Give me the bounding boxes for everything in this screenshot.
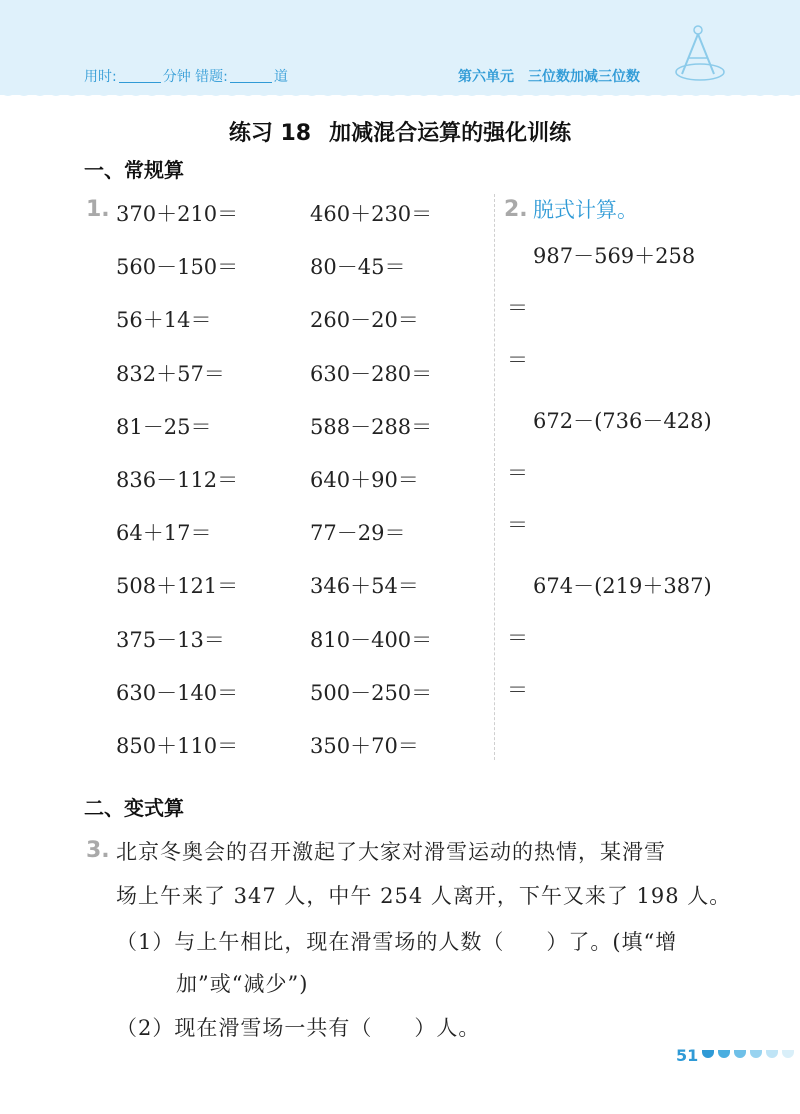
q1-right-expression: 460＋230＝ — [310, 202, 433, 226]
decoration-dot — [702, 1050, 714, 1058]
q1-left-expression: 508＋121＝ — [116, 574, 239, 599]
q1-left-expression: 56＋14＝ — [116, 308, 212, 333]
decoration-dot — [766, 1050, 778, 1058]
q3-text-line1: 北京冬奥会的召开激起了大家对滑雪运动的热情，某滑雪 — [116, 840, 666, 864]
q1-right-expression: 630－280＝ — [310, 361, 433, 386]
q1-left-expression: 560－150＝ — [116, 255, 239, 280]
q2-expression: 987－569＋258 — [533, 244, 696, 268]
question-number-2: 2. — [504, 197, 528, 222]
section-title-variant: 二、变式算 — [84, 796, 184, 820]
q2-expression: 672－(736－428) — [533, 409, 712, 433]
time-unit: 分钟 — [162, 69, 191, 85]
q3-sub1 — [116, 926, 677, 956]
q1-right-expression: 260－20＝ — [310, 308, 419, 333]
exercise-number: 练习 18 — [228, 121, 312, 146]
header-time-errors — [84, 66, 288, 86]
q2-equals-sign: ＝ — [507, 678, 528, 702]
errors-blank[interactable] — [230, 68, 272, 83]
q1-right-expression: 500－250＝ — [310, 680, 433, 705]
q1-left-expression: 375－13＝ — [116, 627, 225, 652]
q1-left-expression: 81－25＝ — [116, 414, 212, 439]
errors-unit: 道 — [273, 69, 288, 85]
q1-right-expression: 346＋54＝ — [310, 574, 419, 599]
time-blank[interactable] — [119, 68, 161, 83]
column-divider — [494, 194, 495, 760]
decoration-dot — [782, 1050, 794, 1058]
q1-right-expression: 350＋70＝ — [310, 734, 419, 758]
question-number-3: 3. — [86, 838, 110, 863]
q2-equals-sign: ＝ — [507, 513, 528, 537]
q3-text-line2: 场上午来了 347 人，中午 254 人离开，下午又来了 198 人。 — [116, 884, 732, 908]
q3-sub1-continued: 加”或“减少”) — [176, 972, 309, 996]
q1-left-expression: 832＋57＝ — [116, 361, 225, 386]
exercise-title: 加减混合运算的强化训练 — [329, 121, 572, 146]
q1-right-expression: 810－400＝ — [310, 627, 433, 652]
q1-left-expression: 630－140＝ — [116, 680, 239, 705]
q1-left-expression: 370＋210＝ — [116, 202, 239, 226]
q1-left-expression: 850＋110＝ — [116, 734, 239, 758]
q2-equals-sign: ＝ — [507, 348, 528, 372]
unit-name: 第六单元 — [458, 69, 514, 85]
page-number: 51 — [676, 1046, 699, 1065]
q1-left-expression: 836－112＝ — [116, 468, 239, 492]
q1-left-expression: 64＋17＝ — [116, 521, 212, 546]
q2-instruction: 脱式计算。 — [533, 198, 638, 222]
q1-right-expression: 588－288＝ — [310, 414, 433, 439]
q3-sub1-text-b: ）了。(填“增 — [546, 930, 678, 954]
header-unit — [458, 66, 640, 86]
header-wave-edge — [0, 84, 800, 104]
decoration-dot — [750, 1050, 762, 1058]
time-label: 用时: — [84, 69, 117, 85]
q2-equals-sign: ＝ — [507, 626, 528, 650]
page-title — [0, 116, 800, 147]
q2-equals-sign: ＝ — [507, 296, 528, 320]
q3-sub1-text-a: （1）与上午相比，现在滑雪场的人数（ — [116, 930, 505, 954]
q2-equals-sign: ＝ — [507, 461, 528, 485]
unit-topic: 三位数加减三位数 — [528, 69, 640, 85]
q3-sub2 — [116, 1012, 480, 1042]
q2-expression: 674－(219＋387) — [533, 574, 712, 598]
decoration-dot — [734, 1050, 746, 1058]
q3-sub2-text-b: ）人。 — [414, 1016, 481, 1040]
decoration-dot — [718, 1050, 730, 1058]
errors-label: 错题: — [195, 69, 228, 85]
q1-right-expression: 640＋90＝ — [310, 468, 419, 492]
compass-icon — [668, 22, 728, 86]
q3-sub2-text-a: （2）现在滑雪场一共有（ — [116, 1016, 373, 1040]
question-number-1: 1. — [86, 197, 110, 222]
q1-right-expression: 80－45＝ — [310, 255, 406, 280]
q1-right-expression: 77－29＝ — [310, 521, 406, 546]
section-title-regular: 一、常规算 — [84, 158, 184, 182]
